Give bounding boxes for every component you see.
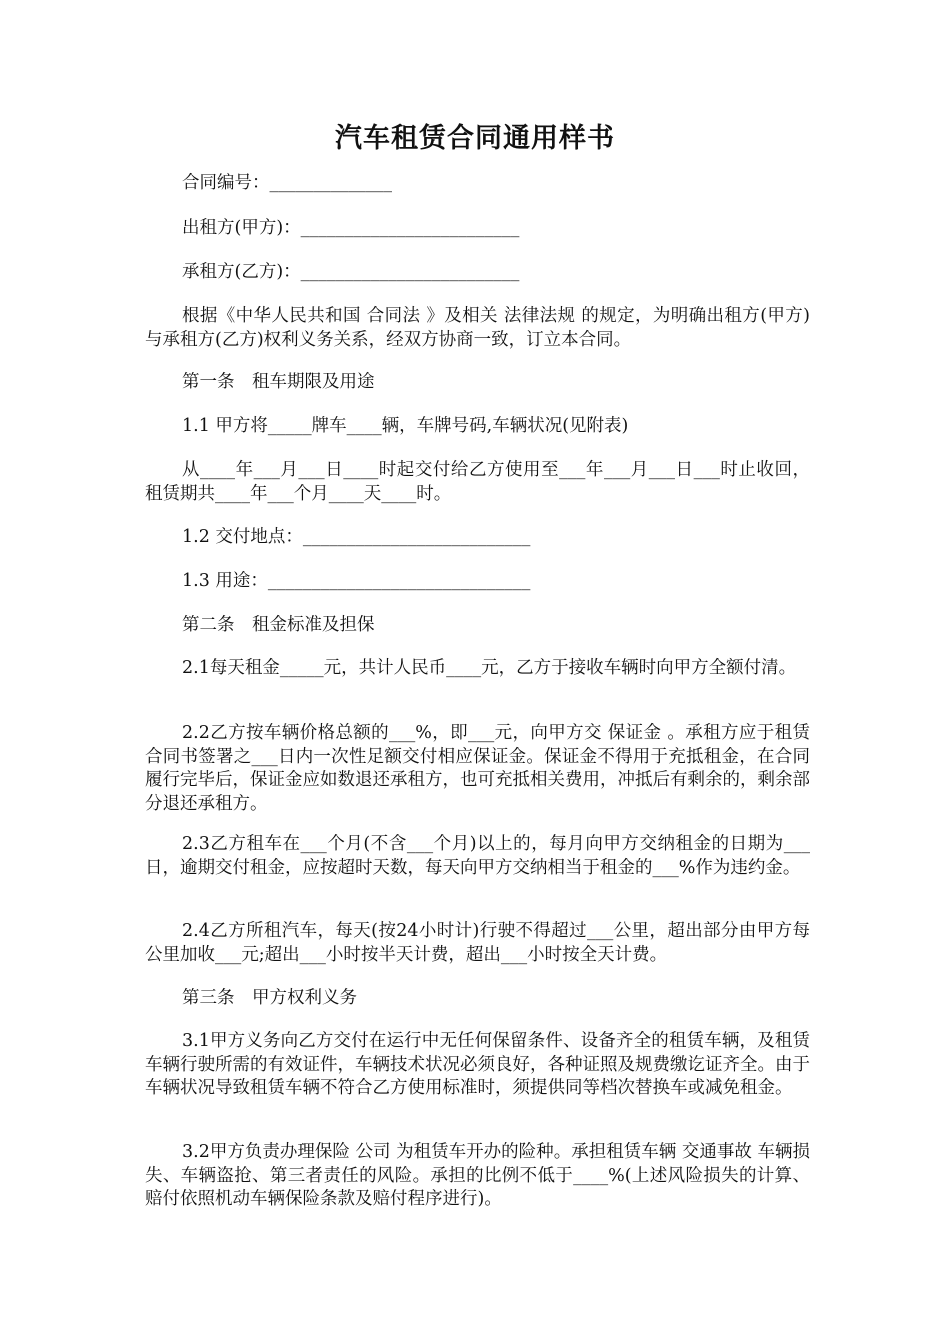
- lessor-line: 出租方(甲方)：_________________________: [182, 218, 520, 238]
- lessee-line: 承租方(乙方)：_________________________: [182, 262, 520, 282]
- clause-1-3: 1.3 用途：______________________________: [182, 571, 531, 591]
- document-title: 汽车租赁合同通用样书: [335, 123, 615, 154]
- clause-2-3: 2.3乙方租车在___个月(不含___个月)以上的，每月向甲方交纳租金的日期为___日，逾期交付租金，应按超时天数，每天向甲方交纳相当于租金的___%作为违约金。: [145, 834, 810, 878]
- contract-number-line: 合同编号：______________: [182, 173, 392, 193]
- intro-paragraph: 根据《中华人民共和国 合同法 》及相关 法律法规 的规定，为明确出租方(甲方)与承租方(乙方)权利义务关系，经双方协商一致，订立本合同。: [145, 306, 810, 350]
- clause-3-2: 3.2甲方负责办理保险 公司 为租赁车开办的险种。承担租赁车辆 交通事故 车辆损失、车辆盗抢、第三者责任的风险。承担的比例不低于____%(上述风险损失的计算、赔付依照机动车辆保险条款及赔付程序进行)。: [145, 1142, 810, 1209]
- clause-3-1: 3.1甲方义务向乙方交付在运行中无任何保留条件、设备齐全的租赁车辆，及租赁车辆行驶所需的有效证件，车辆技术状况必须良好，各种证照及规费缴讫证齐全。由于车辆状况导致租赁车辆不符合乙方使用标准时，须提供同等档次替换车或减免租金。: [145, 1031, 810, 1098]
- clause-2-2: 2.2乙方按车辆价格总额的___%，即___元，向甲方交 保证金 。承租方应于租赁合同书签署之___日内一次性足额交付相应保证金。保证金不得用于充抵租金，在合同履行完毕后，保证金应如数退还承租方，也可充抵相关费用，冲抵后有剩余的，剩余部分退还承租方。: [145, 723, 810, 814]
- article-3-heading: 第三条 甲方权利义务: [182, 988, 357, 1008]
- clause-2-4: 2.4乙方所租汽车，每天(按24小时计)行驶不得超过___公里，超出部分由甲方每公里加收___元;超出___小时按半天计费，超出___小时按全天计费。: [145, 921, 810, 965]
- article-2-heading: 第二条 租金标准及担保: [182, 615, 375, 635]
- article-1-heading: 第一条 租车期限及用途: [182, 372, 375, 392]
- clause-2-1: 2.1每天租金_____元，共计人民币____元，乙方于接收车辆时向甲方全额付清。: [182, 658, 797, 678]
- clause-1-2: 1.2 交付地点：__________________________: [182, 527, 531, 547]
- clause-1-1-period: 从____年___月___日____时起交付给乙方使用至___年___月___日___时止收回，租赁期共____年___个月____天____时。: [145, 460, 810, 504]
- clause-1-1: 1.1 甲方将_____牌车____辆，车牌号码,车辆状况(见附表): [182, 416, 629, 436]
